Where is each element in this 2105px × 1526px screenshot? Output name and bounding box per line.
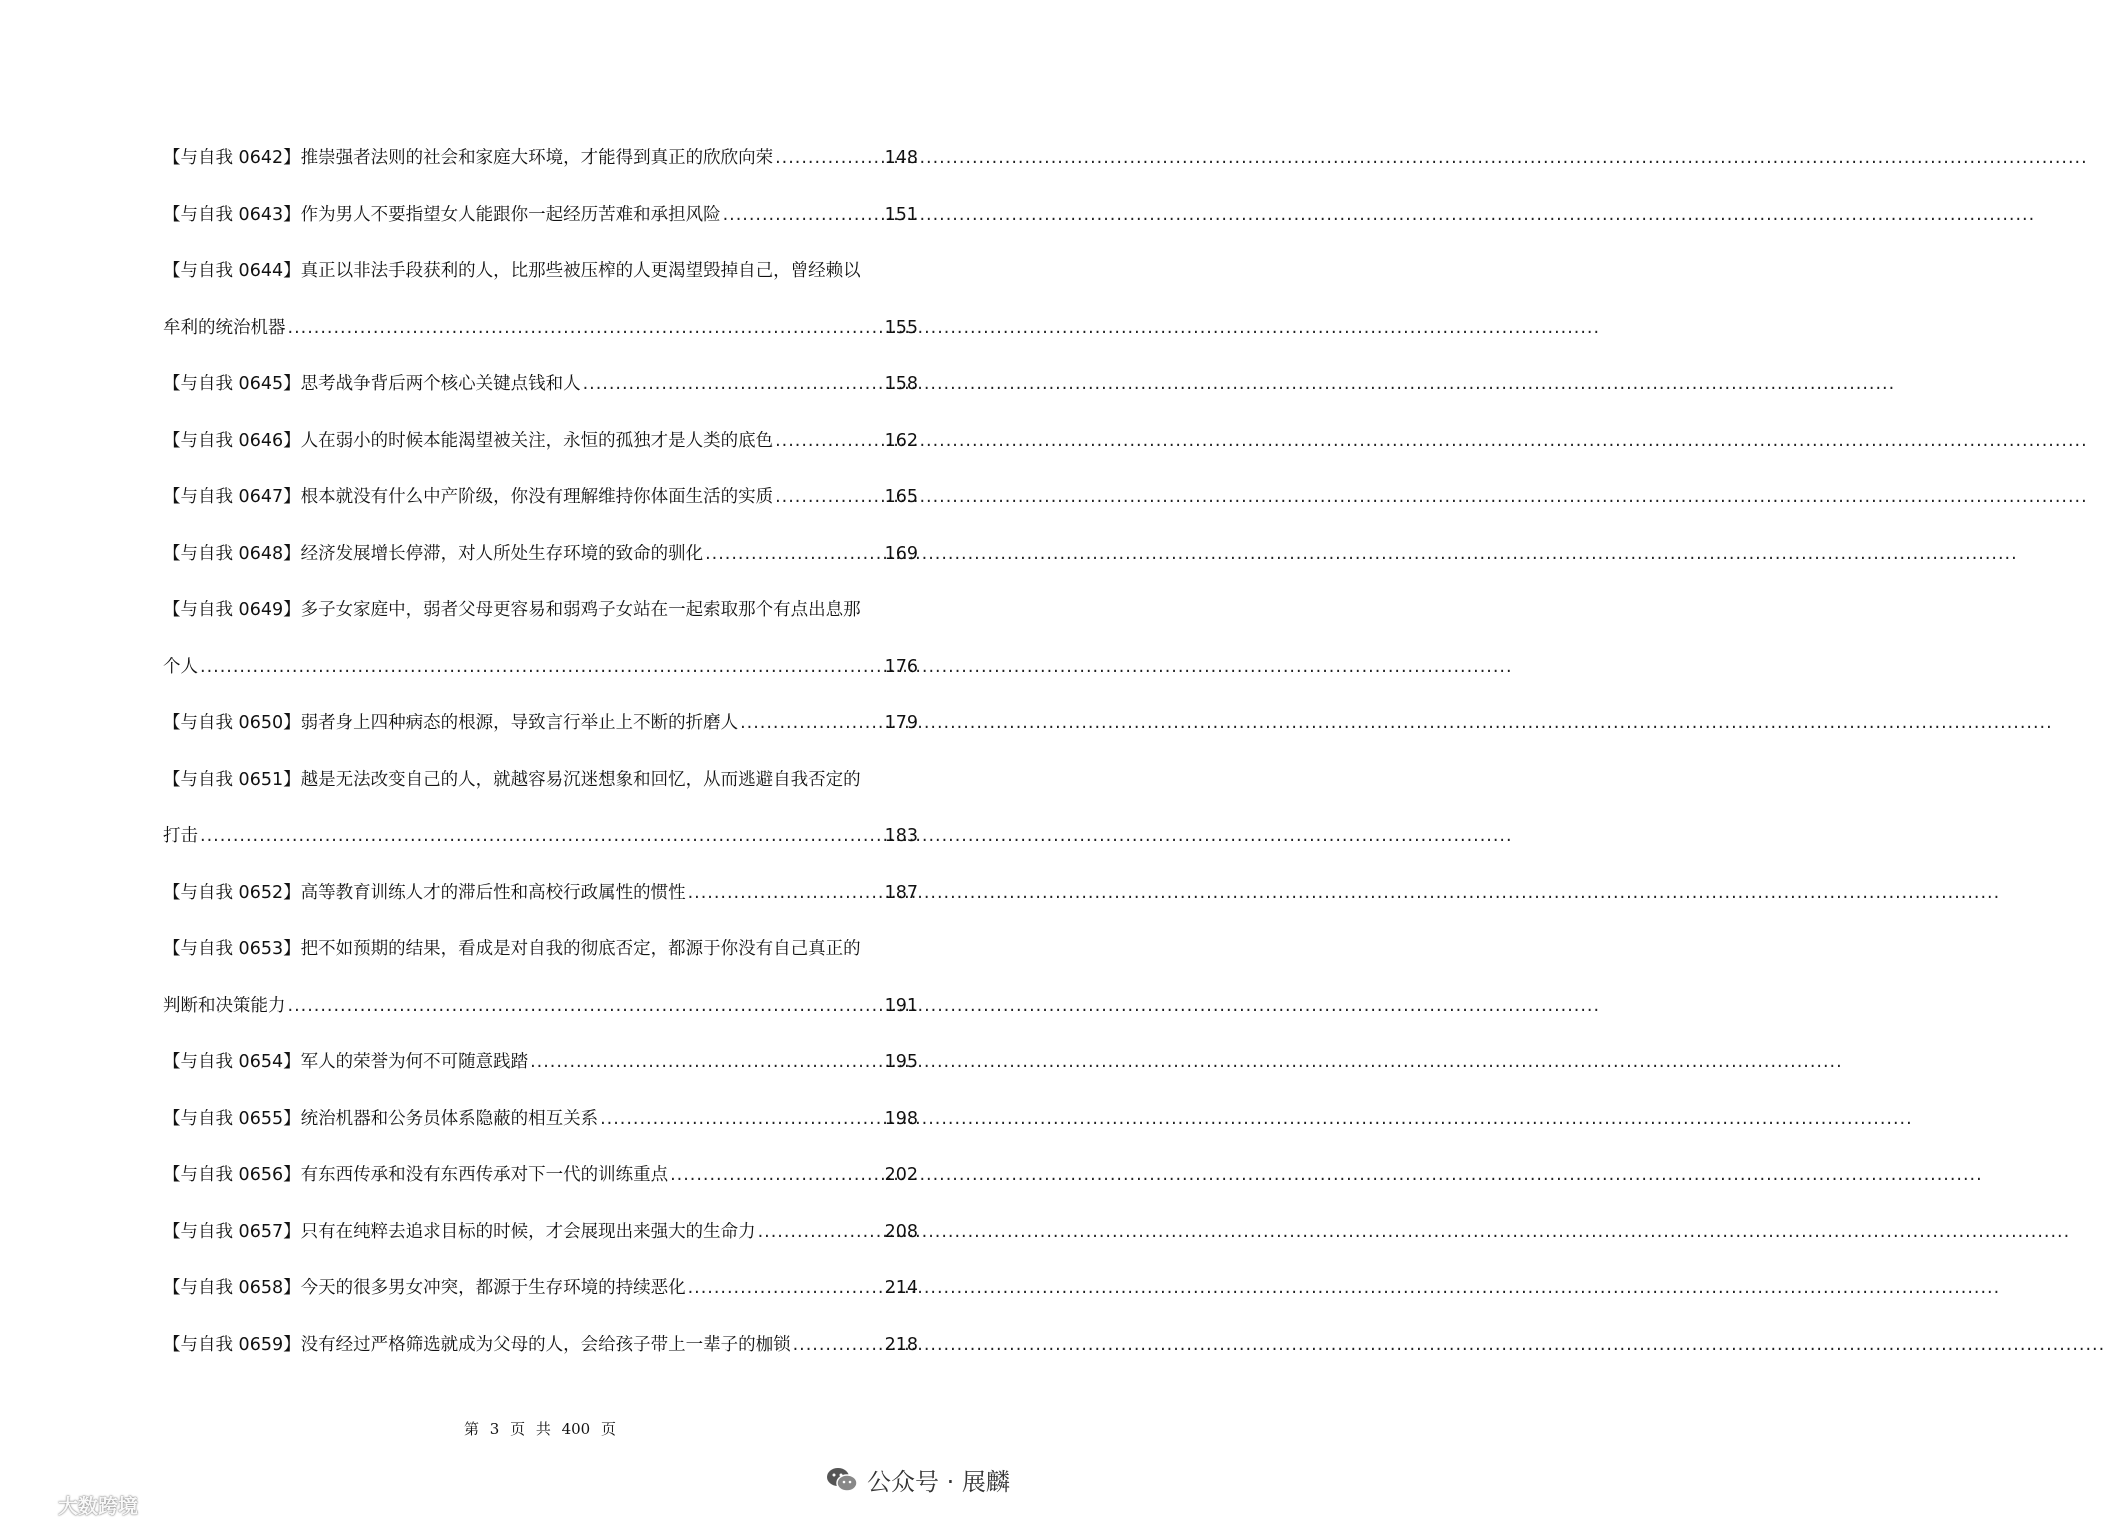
toc-page-number: 198 — [884, 1108, 918, 1129]
toc-entry-title: 【与自我 0653】把不如预期的结果，看成是对自我的彻底否定，都源于你没有自己真正的 — [163, 939, 861, 959]
toc-page-number: 214 — [884, 1278, 918, 1298]
toc-entry[interactable] — [163, 356, 918, 413]
toc-page-number: 191 — [884, 995, 918, 1016]
toc-page-number: 218 — [884, 1334, 918, 1355]
toc-entry-title: 【与自我 0655】统治机器和公务员体系隐蔽的相互关系 — [163, 1108, 599, 1129]
wechat-icon — [825, 1465, 859, 1495]
toc-page-number: 208 — [884, 1221, 918, 1242]
dot-leader — [288, 978, 883, 1035]
toc-page-number: 183 — [884, 826, 918, 846]
toc-entry[interactable] — [163, 469, 918, 526]
toc-entry-title: 【与自我 0646】人在弱小的时候本能渴望被关注，永恒的孤独才是人类的底色 — [163, 430, 774, 451]
toc-entry-title-continued: 打击 — [163, 826, 198, 846]
toc-entry-continuation[interactable] — [163, 808, 918, 865]
toc-entry-title: 【与自我 0654】军人的荣誉为何不可随意践踏 — [163, 1052, 529, 1072]
toc-page-number: 151 — [884, 204, 918, 225]
toc-entry-title-continued: 牟利的统治机器 — [163, 317, 286, 338]
dot-leader — [200, 808, 883, 865]
toc-entry[interactable] — [163, 865, 918, 922]
dot-leader — [583, 356, 883, 413]
toc-entry-title: 【与自我 0645】思考战争背后两个核心关键点钱和人 — [163, 374, 581, 394]
dot-leader — [688, 865, 883, 922]
watermark-account-text: 公众号 · 展麟 — [867, 1468, 1010, 1496]
toc-entry[interactable] — [163, 526, 918, 583]
toc-page-number: 195 — [884, 1052, 918, 1072]
toc-entry-continuation[interactable] — [163, 639, 918, 696]
brand-logo-icon — [12, 1494, 52, 1516]
dot-leader — [688, 1260, 883, 1317]
toc-page-number: 176 — [884, 656, 918, 677]
toc-page-number: 179 — [884, 713, 918, 733]
dot-leader — [705, 526, 882, 583]
dot-leader — [740, 695, 882, 752]
toc-page-number: 165 — [884, 487, 918, 507]
toc-page-number: 155 — [884, 317, 918, 338]
dot-leader — [530, 1034, 882, 1091]
watermark-brand-text: 大数跨境 — [58, 1494, 138, 1518]
toc-entry[interactable] — [163, 1260, 918, 1317]
toc-entry-title: 【与自我 0647】根本就没有什么中产阶级，你没有理解维持你体面生活的实质 — [163, 487, 774, 507]
toc-entry-title: 【与自我 0656】有东西传承和没有东西传承对下一代的训练重点 — [163, 1165, 669, 1185]
dot-leader — [288, 300, 883, 357]
toc-entry-title: 【与自我 0649】多子女家庭中，弱者父母更容易和弱鸡子女站在一起索取那个有点出息那 — [163, 600, 861, 620]
toc-entry-title-continued: 判断和决策能力 — [163, 995, 286, 1016]
toc-entry-title: 【与自我 0642】推崇强者法则的社会和家庭大环境，才能得到真正的欣欣向荣 — [163, 148, 774, 168]
dot-leader — [670, 1147, 882, 1204]
toc-page-number: 187 — [884, 882, 918, 903]
toc-entry[interactable] — [163, 1204, 918, 1261]
toc-entry[interactable] — [163, 413, 918, 470]
toc-entry-title: 【与自我 0659】没有经过严格筛选就成为父母的人，会给孩子带上一辈子的枷锁 — [163, 1334, 791, 1355]
toc-entry[interactable] — [163, 695, 918, 752]
watermark-account — [825, 1462, 1010, 1497]
toc-entry-title: 【与自我 0650】弱者身上四种病态的根源，导致言行举止上不断的折磨人 — [163, 713, 739, 733]
toc-entry[interactable] — [163, 243, 918, 300]
toc-entry[interactable] — [163, 1091, 918, 1148]
dot-leader — [600, 1091, 882, 1148]
toc-entry-title: 【与自我 0643】作为男人不要指望女人能跟你一起经历苦难和承担风险 — [163, 204, 721, 225]
toc-entry-continuation[interactable] — [163, 300, 918, 357]
toc-page-number: 202 — [884, 1165, 918, 1185]
table-of-contents — [163, 130, 918, 1373]
toc-entry[interactable] — [163, 1317, 918, 1374]
dot-leader — [793, 1317, 883, 1374]
toc-entry[interactable] — [163, 1034, 918, 1091]
dot-leader — [775, 469, 882, 526]
toc-entry[interactable] — [163, 187, 918, 244]
toc-entry-title: 【与自我 0657】只有在纯粹去追求目标的时候，才会展现出来强大的生命力 — [163, 1221, 756, 1242]
toc-page-number: 158 — [884, 374, 918, 394]
toc-page-number: 162 — [884, 430, 918, 451]
dot-leader — [775, 130, 882, 187]
toc-page-number: 169 — [884, 543, 918, 564]
watermark-brand — [12, 1490, 138, 1519]
toc-entry-title: 【与自我 0648】经济发展增长停滞，对人所处生存环境的致命的驯化 — [163, 543, 704, 564]
toc-entry[interactable] — [163, 752, 918, 809]
toc-entry-title: 【与自我 0651】越是无法改变自己的人，就越容易沉迷想象和回忆，从而逃避自我否定的 — [163, 769, 861, 790]
toc-entry-title: 【与自我 0644】真正以非法手段获利的人，比那些被压榨的人更渴望毁掉自己，曾经赖以 — [163, 261, 861, 281]
toc-entry[interactable] — [163, 130, 918, 187]
toc-entry[interactable] — [163, 1147, 918, 1204]
toc-entry[interactable] — [163, 582, 918, 639]
toc-entry-title: 【与自我 0652】高等教育训练人才的滞后性和高校行政属性的惯性 — [163, 882, 686, 903]
toc-entry-title-continued: 个人 — [163, 656, 198, 677]
dot-leader — [758, 1204, 883, 1261]
page-indicator: 第 3 页 共 400 页 — [463, 1420, 616, 1438]
toc-entry-title: 【与自我 0658】今天的很多男女冲突，都源于生存环境的持续恶化 — [163, 1278, 686, 1298]
dot-leader — [723, 187, 883, 244]
dot-leader — [200, 639, 883, 696]
toc-page-number: 148 — [884, 148, 918, 168]
toc-entry[interactable] — [163, 921, 918, 978]
toc-entry-continuation[interactable] — [163, 978, 918, 1035]
dot-leader — [775, 413, 882, 470]
